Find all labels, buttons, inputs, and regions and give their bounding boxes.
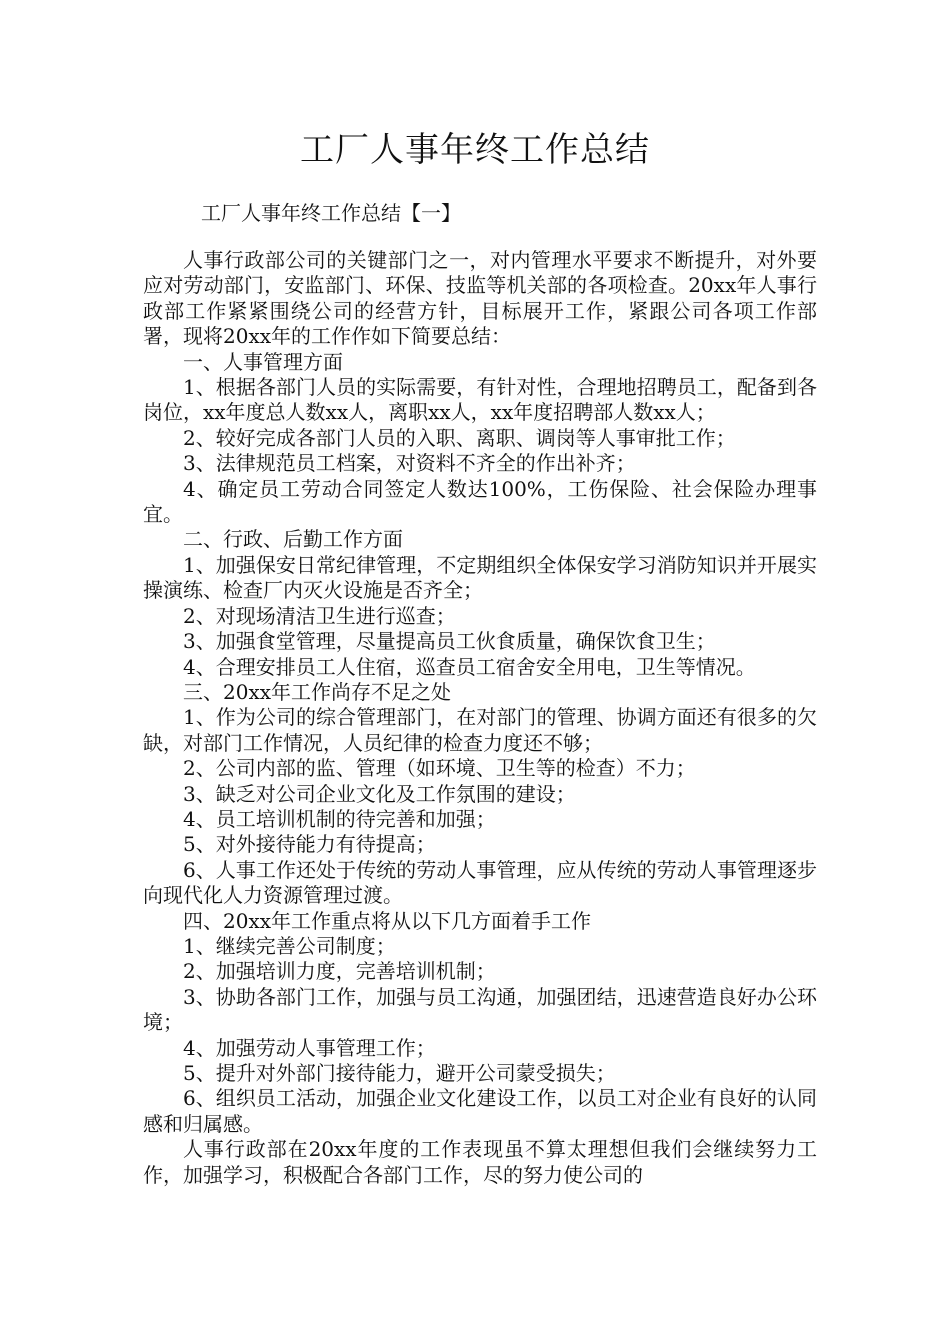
list-item: 4、加强劳动人事管理工作； bbox=[183, 1035, 436, 1060]
paragraph: 人事行政部公司的关键部门之一，对内管理水平要求不断提升，对外要应对劳动部门，安监部门、环保、技监等机关部的各项检查。20xx年人事行政部工作紧紧围绕公司的经营方针，目标展开工作，紧跟公司各项工作部署，现将20xx年的工作作如下简要总结： bbox=[143, 248, 817, 349]
list-item: 2、公司内部的监、管理（如环境、卫生等的检查）不力； bbox=[183, 756, 696, 781]
section-heading: 一、人事管理方面 bbox=[183, 349, 343, 374]
section-heading: 二、行政、后勤工作方面 bbox=[183, 527, 403, 552]
document-subtitle: 工厂人事年终工作总结【一】 bbox=[201, 201, 461, 225]
list-item: 1、作为公司的综合管理部门，在对部门的管理、协调方面还有很多的欠缺，对部门工作情况，人员纪律的检查力度还不够； bbox=[143, 705, 817, 755]
list-item: 3、法律规范员工档案，对资料不齐全的作出补齐； bbox=[183, 451, 636, 476]
section-heading: 四、20xx年工作重点将从以下几方面着手工作 bbox=[183, 908, 592, 933]
list-item: 3、协助各部门工作，加强与员工沟通，加强团结，迅速营造良好办公环境； bbox=[143, 984, 817, 1035]
list-item: 2、较好完成各部门人员的入职、离职、调岗等人事审批工作； bbox=[183, 425, 736, 450]
list-item: 6、人事工作还处于传统的劳动人事管理，应从传统的劳动人事管理逐步向现代化人力资源管理过渡。 bbox=[143, 857, 817, 908]
list-item: 6、组织员工活动，加强企业文化建设工作，以员工对企业有良好的认同感和归属感。 bbox=[143, 1086, 817, 1136]
paragraph: 人事行政部在20xx年度的工作表现虽不算太理想但我们会继续努力工作，加强学习，积极配合各部门工作，尽的努力使公司的 bbox=[143, 1137, 817, 1187]
list-item: 5、提升对外部门接待能力，避开公司蒙受损失； bbox=[183, 1061, 616, 1085]
list-item: 3、缺乏对公司企业文化及工作氛围的建设； bbox=[183, 781, 576, 806]
list-item: 4、合理安排员工人住宿，巡查员工宿舍安全用电，卫生等情况。 bbox=[183, 654, 756, 679]
list-item: 4、员工培训机制的待完善和加强； bbox=[183, 806, 496, 831]
list-item: 1、继续完善公司制度； bbox=[183, 933, 396, 958]
list-item: 3、加强食堂管理，尽量提高员工伙食质量，确保饮食卫生； bbox=[183, 629, 716, 654]
list-item: 1、加强保安日常纪律管理，不定期组织全体保安学习消防知识并开展实操演练、检查厂内灭火设施是否齐全； bbox=[143, 552, 817, 603]
list-item: 2、加强培训力度，完善培训机制； bbox=[183, 959, 496, 984]
document-body bbox=[143, 248, 817, 1188]
list-item: 2、对现场清洁卫生进行巡查； bbox=[183, 603, 456, 628]
document-title: 工厂人事年终工作总结 bbox=[300, 130, 650, 170]
section-heading: 三、20xx年工作尚存不足之处 bbox=[183, 679, 452, 704]
list-item: 1、根据各部门人员的实际需要，有针对性，合理地招聘员工，配备到各岗位，xx年度总人数xx人，离职xx人，xx年度招聘部人数xx人； bbox=[143, 375, 817, 425]
list-item: 5、对外接待能力有待提高； bbox=[183, 832, 436, 857]
list-item: 4、确定员工劳动合同签定人数达100%，工伤保险、社会保险办理事宜。 bbox=[143, 476, 817, 527]
